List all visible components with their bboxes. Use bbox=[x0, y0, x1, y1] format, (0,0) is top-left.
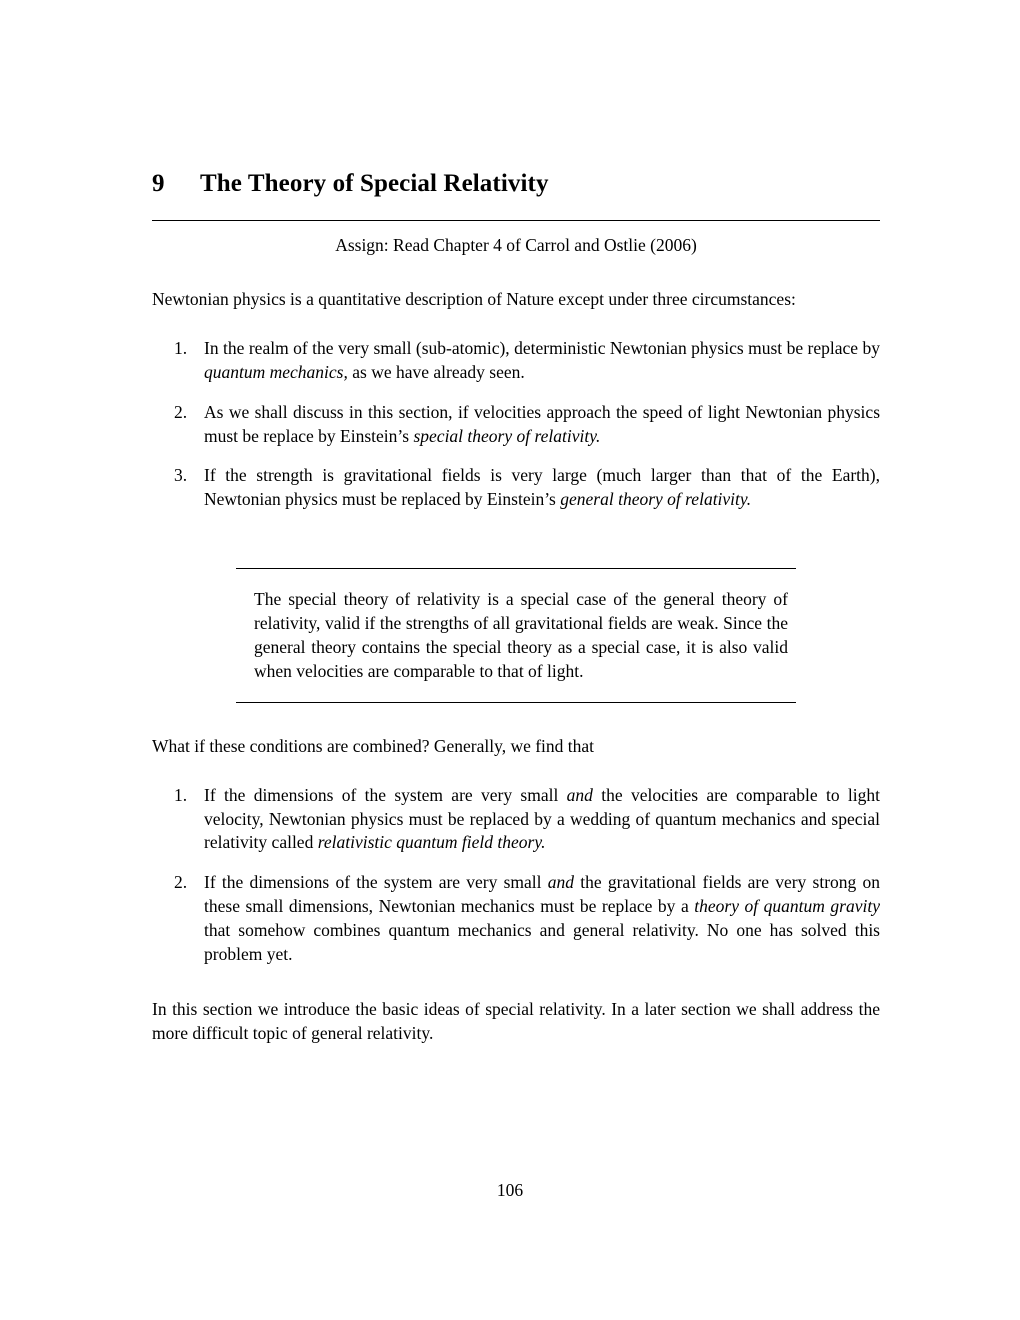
list-item-marker: 2. bbox=[174, 872, 188, 893]
emphasized-text: quantum mechanics, bbox=[204, 362, 348, 383]
list-item-text: If the dimensions of the system are very small bbox=[204, 784, 567, 805]
page-number: 106 bbox=[496, 1180, 524, 1200]
list-circumstances bbox=[152, 337, 880, 512]
list-item-text: As we shall discuss in this section, if velocities approach the speed of light Newtonian physics must be replace by Einstein’s bbox=[204, 401, 880, 446]
emphasized-text: general theory of relativity. bbox=[560, 489, 752, 510]
callout-bottom-rule bbox=[236, 702, 796, 703]
list-item-text: that somehow combines quantum mechanics and general relativity. No one has solved this problem yet. bbox=[204, 919, 880, 964]
emphasized-text: theory of quantum gravity bbox=[694, 896, 881, 917]
list-item-marker: 1. bbox=[174, 784, 188, 805]
chapter-title: The Theory of Special Relativity bbox=[200, 170, 549, 197]
title-divider bbox=[152, 220, 880, 221]
list-item bbox=[152, 464, 880, 512]
list-item-text: If the dimensions of the system are very small bbox=[204, 872, 548, 893]
callout-top-rule bbox=[236, 568, 796, 569]
list-item-marker: 3. bbox=[174, 465, 188, 486]
list-item-text: In the realm of the very small (sub-atomic), deterministic Newtonian physics must be replace by bbox=[204, 338, 880, 359]
list-item bbox=[152, 871, 880, 966]
list-item-text: If the strength is gravitational fields is very large (much larger than that of the Earth), Newtonian physics must be replaced by Einstein’s bbox=[204, 465, 880, 510]
list-item-marker: 2. bbox=[174, 401, 188, 422]
emphasized-text: and bbox=[547, 872, 574, 893]
intro-paragraph: Newtonian physics is a quantitative description of Nature except under three circumstances: bbox=[152, 289, 796, 309]
callout-text: The special theory of relativity is a special case of the general theory of relativity, valid if the strengths of all gravitational fields are weak. Since the general theory contains the special theory as a special case, it is also valid when velocities are comparable to that of light. bbox=[254, 589, 788, 682]
assignment-line: Assign: Read Chapter 4 of Carrol and Ostlie (2006) bbox=[335, 235, 697, 255]
list-item-text: the gravitational fields are very strong on these small dimensions, Newtonian mechanics must be replace by a bbox=[204, 872, 880, 917]
list-item bbox=[152, 337, 880, 385]
list-item bbox=[152, 401, 880, 449]
list-item bbox=[152, 784, 880, 855]
closing-paragraph: In this section we introduce the basic ideas of special relativity. In a later section we shall address the more difficult topic of general relativity. bbox=[152, 999, 880, 1043]
emphasized-text: special theory of relativity. bbox=[413, 425, 601, 446]
mid-paragraph: What if these conditions are combined? Generally, we find that bbox=[152, 735, 595, 756]
page-content bbox=[152, 170, 880, 1045]
page-title bbox=[152, 170, 880, 198]
list-item-text: as we have already seen. bbox=[347, 362, 525, 383]
list-item-text: the velocities are comparable to light velocity, Newtonian physics must be replaced by a wedding of quantum mechanics and special relativity called bbox=[204, 784, 880, 853]
list-item-marker: 1. bbox=[174, 338, 188, 359]
callout-box bbox=[236, 568, 796, 703]
chapter-number: 9 bbox=[152, 170, 165, 197]
emphasized-text: relativistic quantum field theory. bbox=[317, 832, 546, 853]
emphasized-text: and bbox=[566, 784, 593, 805]
list-combined-conditions bbox=[152, 784, 880, 967]
